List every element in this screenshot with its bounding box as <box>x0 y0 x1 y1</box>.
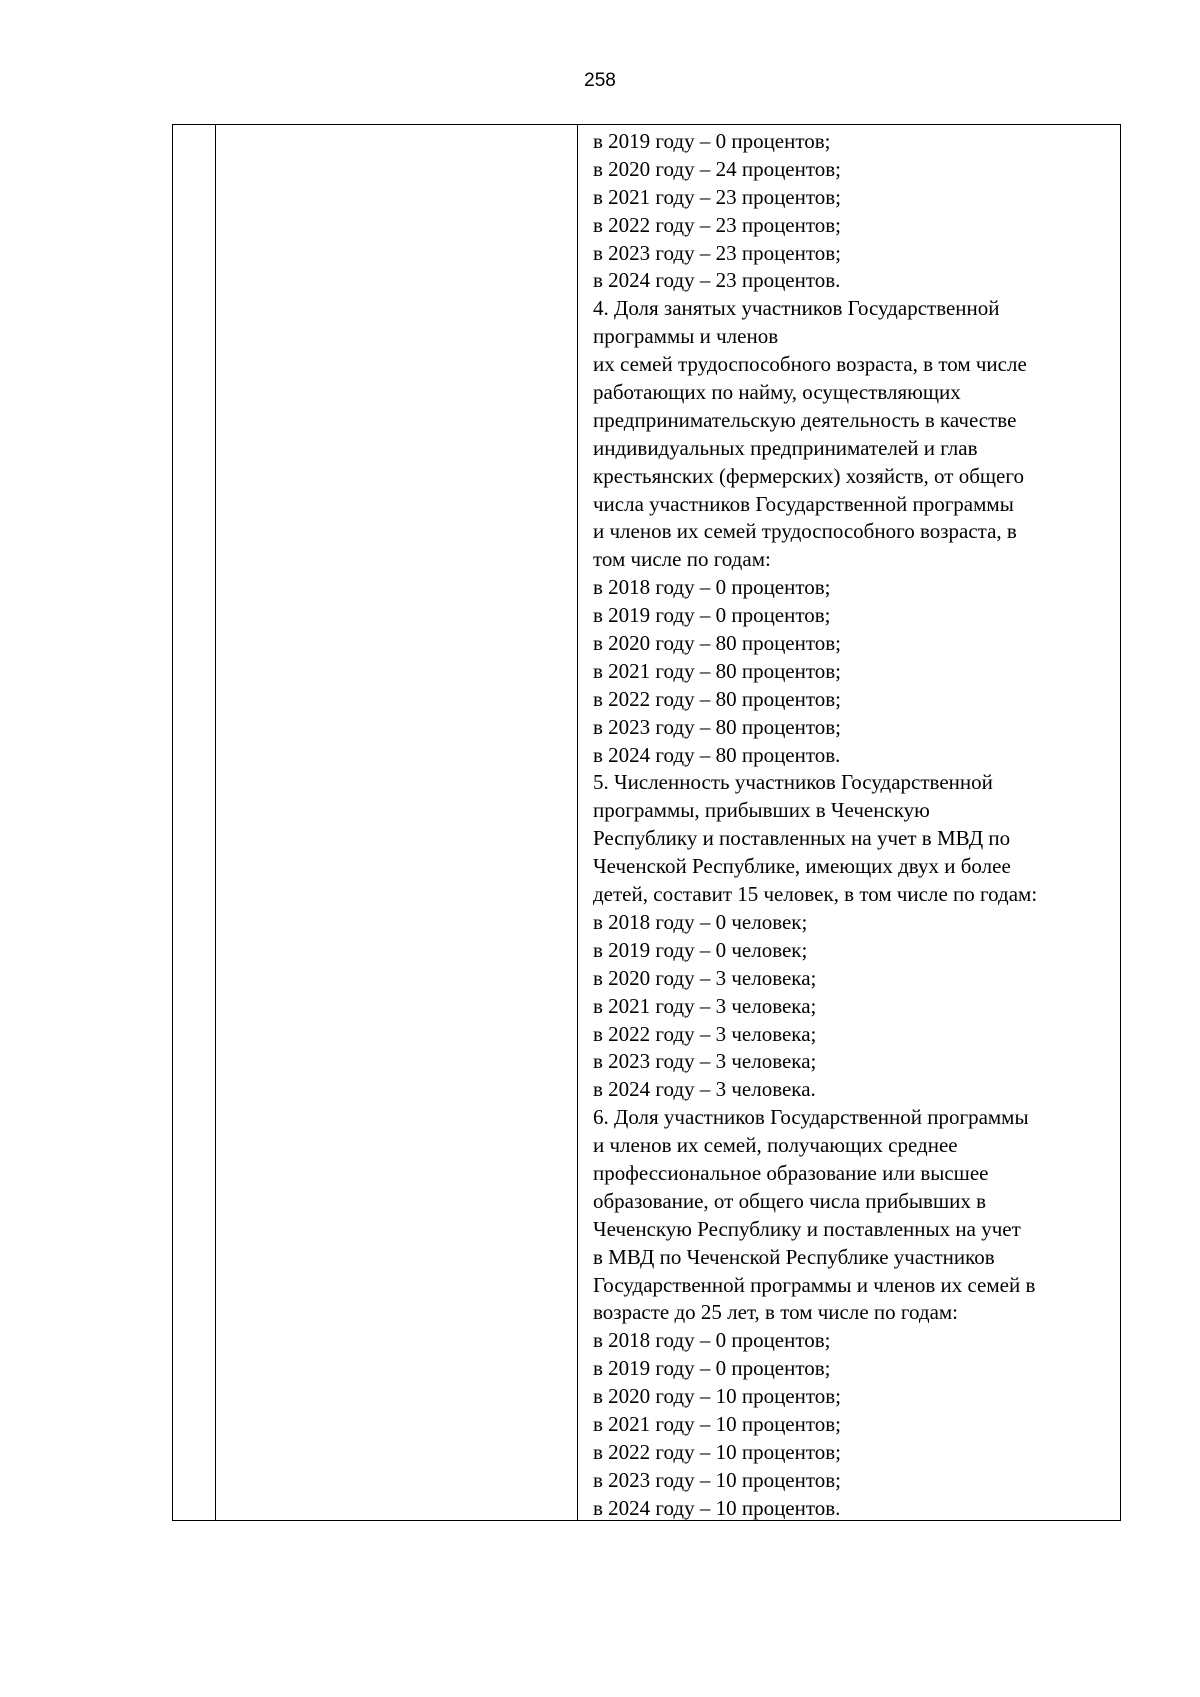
text-line: том числе по годам: <box>593 547 771 572</box>
text-line: Республику и поставленных на учет в МВД по <box>593 826 1011 851</box>
text-line: в 2018 году – 0 процентов; <box>593 1328 831 1353</box>
text-line: в 2018 году – 0 человек; <box>593 909 808 934</box>
text-line: индивидуальных предпринимателей и глав <box>593 435 978 460</box>
text-line: крестьянских (фермерских) хозяйств, от общего <box>593 463 1024 488</box>
text-line: в 2019 году – 0 процентов; <box>593 603 831 628</box>
text-line: в 2019 году – 0 процентов; <box>593 129 831 153</box>
text-line: 6. Доля участников Государственной программы <box>593 1105 1029 1130</box>
text-line: в 2020 году – 80 процентов; <box>593 631 842 656</box>
text-line: в 2023 году – 23 процентов; <box>593 240 842 265</box>
column-divider <box>215 125 216 1520</box>
text-line: и членов их семей трудоспособного возраста, в <box>593 519 1017 544</box>
text-line: в 2023 году – 10 процентов; <box>593 1467 842 1492</box>
text-line: 5. Численность участников Государственной <box>593 770 993 795</box>
document-table <box>172 124 1121 1521</box>
text-line: Чеченскую Республику и поставленных на учет <box>593 1216 1021 1241</box>
text-line: их семей трудоспособного возраста, в том числе <box>593 352 1027 377</box>
text-line: в 2023 году – 80 процентов; <box>593 714 842 739</box>
text-line: Чеченской Республике, имеющих двух и более <box>593 854 1011 879</box>
text-line: в 2020 году – 24 процентов; <box>593 156 842 181</box>
text-line: в 2022 году – 3 человека; <box>593 1021 817 1046</box>
text-line: профессиональное образование или высшее <box>593 1160 989 1185</box>
column-divider <box>577 125 578 1520</box>
text-line: в 2020 году – 3 человека; <box>593 965 817 990</box>
text-line: работающих по найму, осуществляющих <box>593 380 961 405</box>
text-line: образование, от общего числа прибывших в <box>593 1188 987 1213</box>
text-line: в 2024 году – 23 процентов. <box>593 268 841 293</box>
page-number: 258 <box>584 70 616 91</box>
text-line: в 2021 году – 10 процентов; <box>593 1411 842 1436</box>
text-line: в 2021 году – 23 процентов; <box>593 184 842 209</box>
text-line: программы и членов <box>593 324 779 349</box>
text-line: в 2019 году – 0 процентов; <box>593 1356 831 1381</box>
text-line: программы, прибывших в Чеченскую <box>593 798 930 823</box>
text-line: в 2018 году – 0 процентов; <box>593 575 831 600</box>
text-line: предпринимательскую деятельность в качестве <box>593 407 1017 432</box>
text-line: в 2024 году – 80 процентов. <box>593 742 841 767</box>
text-line: возрасте до 25 лет, в том числе по годам: <box>593 1300 959 1325</box>
table-cell-text <box>593 128 1115 1523</box>
text-line: и членов их семей, получающих среднее <box>593 1133 958 1158</box>
text-line: в 2022 году – 80 процентов; <box>593 686 842 711</box>
text-line: Государственной программы и членов их семей в <box>593 1272 1036 1297</box>
text-line: в 2021 году – 80 процентов; <box>593 658 842 683</box>
text-line: в 2020 году – 10 процентов; <box>593 1384 842 1409</box>
text-line: в МВД по Чеченской Республике участников <box>593 1244 995 1269</box>
text-line: в 2019 году – 0 человек; <box>593 937 808 962</box>
text-line: детей, составит 15 человек, в том числе по годам: <box>593 882 1038 907</box>
text-line: в 2021 году – 3 человека; <box>593 993 817 1018</box>
text-line: числа участников Государственной программы <box>593 491 1014 516</box>
text-line: в 2022 году – 23 процентов; <box>593 212 842 237</box>
text-line: в 2022 году – 10 процентов; <box>593 1439 842 1464</box>
text-line: в 2024 году – 3 человека. <box>593 1077 816 1102</box>
text-line: 4. Доля занятых участников Государственной <box>593 296 1000 321</box>
text-line: в 2024 году – 10 процентов. <box>593 1495 841 1520</box>
text-line: в 2023 году – 3 человека; <box>593 1049 817 1074</box>
